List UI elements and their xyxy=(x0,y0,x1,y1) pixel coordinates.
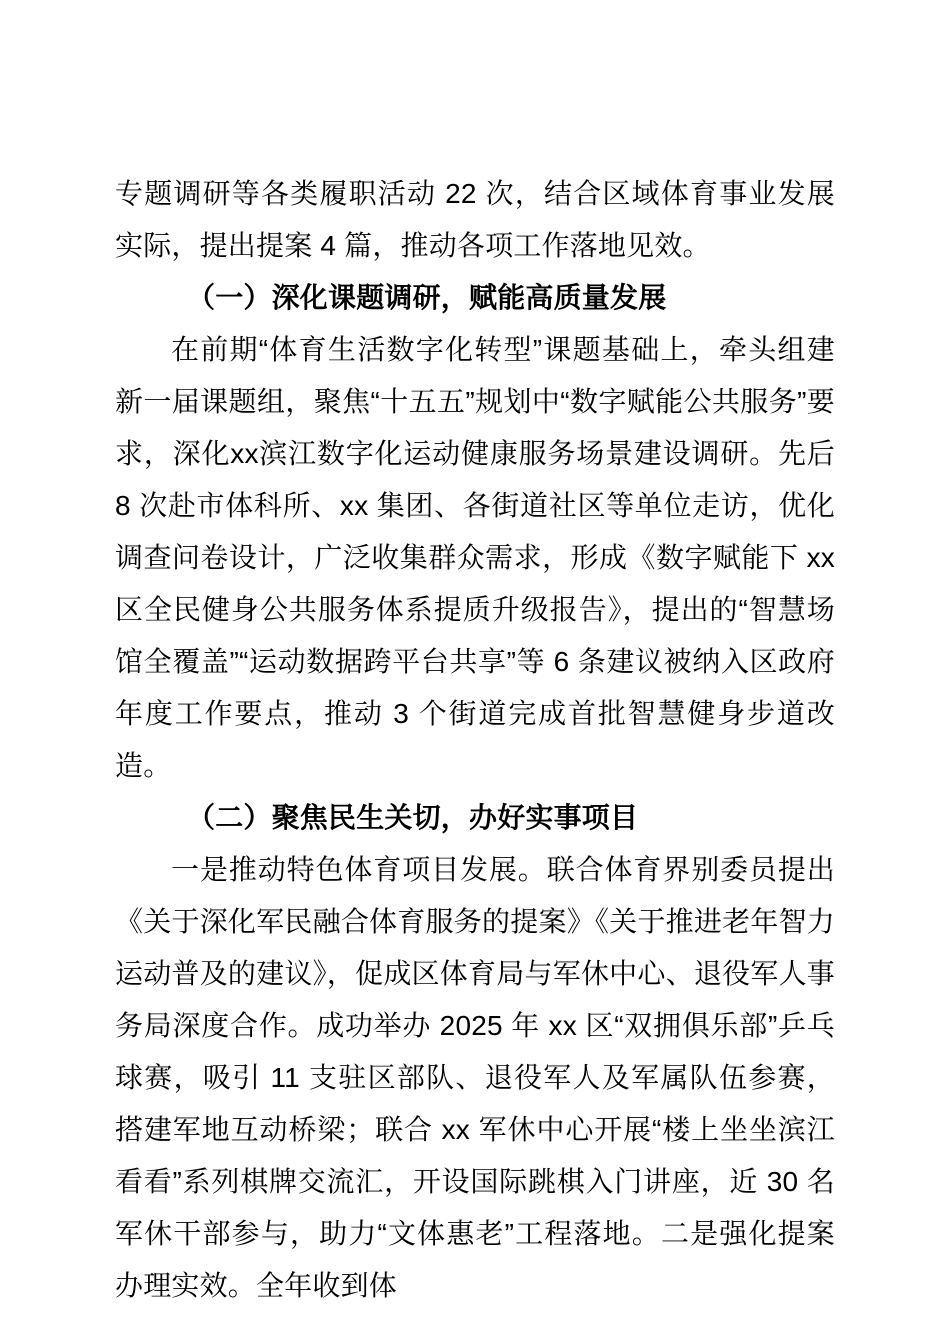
paragraph-section-one-body: 在前期“体育生活数字化转型”课题基础上，牵头组建新一届课题组，聚焦“十五五”规划中“数字赋能公共服务”要求，深化xx滨江数字化运动健康服务场景建设调研。先后 8 次赴市体科所、xx 集团、各街道社区等单位走访，优化调查问卷设计，广泛收集群众需求，形成《数字赋能下 xx 区全民健身公共服务体系提质升级报告》，提出的“智慧场馆全覆盖”“运动数据跨平台共享”等 6 条建议被纳入区政府年度工作要点，推动 3 个街道完成首批智慧健身步道改造。 xyxy=(115,334,835,781)
section-heading-two: （二）聚焦民生关切，办好实事项目 xyxy=(187,802,639,833)
document-text-column xyxy=(115,168,835,1312)
section-heading-one: （一）深化课题调研，赋能高质量发展 xyxy=(187,282,667,313)
paragraph-section-two-body: 一是推动特色体育项目发展。联合体育界别委员提出《关于深化军民融合体育服务的提案》《关于推进老年智力运动普及的建议》，促成区体育局与军休中心、退役军人事务局深度合作。成功举办 2025 年 xx 区“双拥俱乐部”乒乓球赛，吸引 11 支驻区部队、退役军人及军属队伍参赛，搭建军地互动桥梁；联合 xx 军休中心开展“楼上坐坐滨江看看”系列棋牌交流汇，开设国际跳棋入门讲座，近 30 名军休干部参与，助力“文体惠老”工程落地。二是强化提案办理实效。全年收到体 xyxy=(115,854,835,1301)
paragraph-continuation: 专题调研等各类履职活动 22 次，结合区域体育事业发展实际，提出提案 4 篇，推动各项工作落地见效。 xyxy=(115,178,835,261)
